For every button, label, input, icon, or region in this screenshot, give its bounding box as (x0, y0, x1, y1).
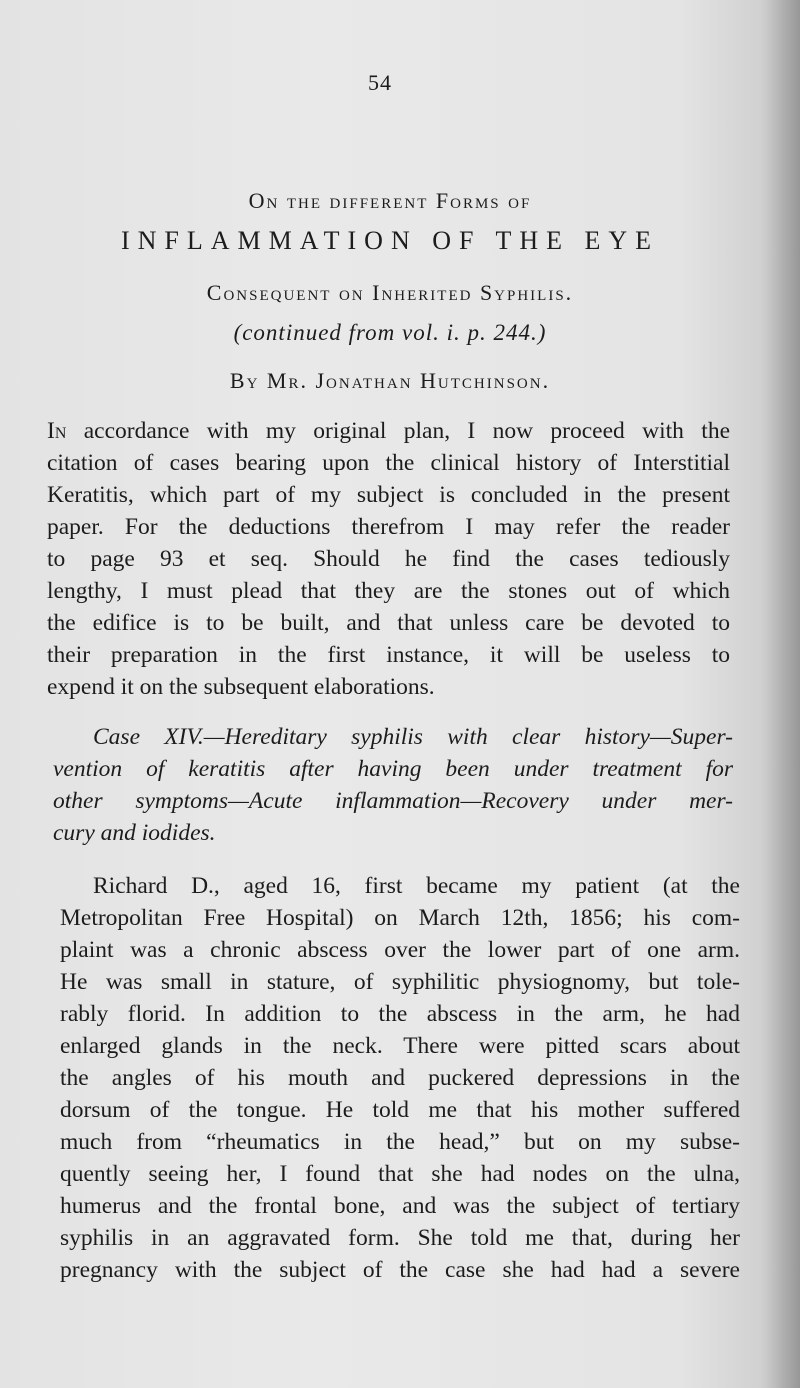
intro-line: citation of cases bearing upon the clinical history of Interstitial (47, 450, 730, 476)
case-body-line: humerus and the frontal bone, and was the subject of tertiary (60, 1193, 740, 1219)
case-heading-line: cury and iodides. (53, 820, 216, 846)
case-body-line: the angles of his mouth and puckered depressions in the (60, 1065, 740, 1091)
intro-line: lengthy, I must plead that they are the stones out of which (47, 578, 730, 604)
case-body-line: Metropolitan Free Hospital) on March 12th, 1856; his com- (60, 905, 740, 931)
intro-lead-word: In (47, 418, 67, 444)
intro-line: to page 93 et seq. Should he find the cases tediously (47, 546, 730, 572)
title-line-1: On the different Forms of (248, 188, 532, 213)
intro-line: paper. For the deductions therefrom I may refer the reader (47, 514, 730, 540)
case-body-line: rably florid. In addition to the abscess in the arm, he had (60, 1001, 740, 1027)
case-body-line: quently seeing her, I found that she had nodes on the ulna, (60, 1161, 740, 1187)
page-number: 54 (368, 70, 392, 95)
case-heading-line: other symptoms—Acute inflammation—Recovery under mer- (53, 788, 733, 814)
intro-line: Keratitis, which part of my subject is concluded in the present (47, 482, 730, 508)
title-line-2: INFLAMMATION OF THE EYE (120, 226, 660, 255)
case-body-line: plaint was a chronic abscess over the lower part of one arm. (60, 937, 740, 963)
case-body-line: much from “rheumatics in the head,” but on my subse- (60, 1129, 740, 1155)
case-body-line: dorsum of the tongue. He told me that his mother suffered (60, 1097, 740, 1123)
intro-line: In accordance with my original plan, I now proceed with the (47, 418, 730, 444)
case-heading-line: Case XIV.—Hereditary syphilis with clear history—Super- (93, 724, 733, 750)
intro-line: their preparation in the first instance, it will be useless to (47, 642, 730, 668)
case-heading-line: vention of keratitis after having been under treatment for (53, 756, 733, 782)
case-body-line: pregnancy with the subject of the case she had had a severe (60, 1257, 740, 1283)
title-line-3: Consequent on Inherited Syphilis. (206, 280, 574, 305)
case-body-line: Richard D., aged 16, first became my patient (at the (93, 873, 740, 899)
author-byline: By Mr. Jonathan Hutchinson. (229, 368, 551, 393)
intro-line: the edifice is to be built, and that unless care be devoted to (47, 610, 730, 636)
intro-line: expend it on the subsequent elaborations. (47, 674, 435, 700)
title-continuation-note: (continued from vol. i. p. 244.) (233, 320, 547, 345)
case-body-line: syphilis in an aggravated form. She told me that, during her (60, 1225, 740, 1251)
case-body-line: enlarged glands in the neck. There were pitted scars about (60, 1033, 740, 1059)
case-body-line: He was small in stature, of syphilitic physiognomy, but tole- (60, 969, 740, 995)
